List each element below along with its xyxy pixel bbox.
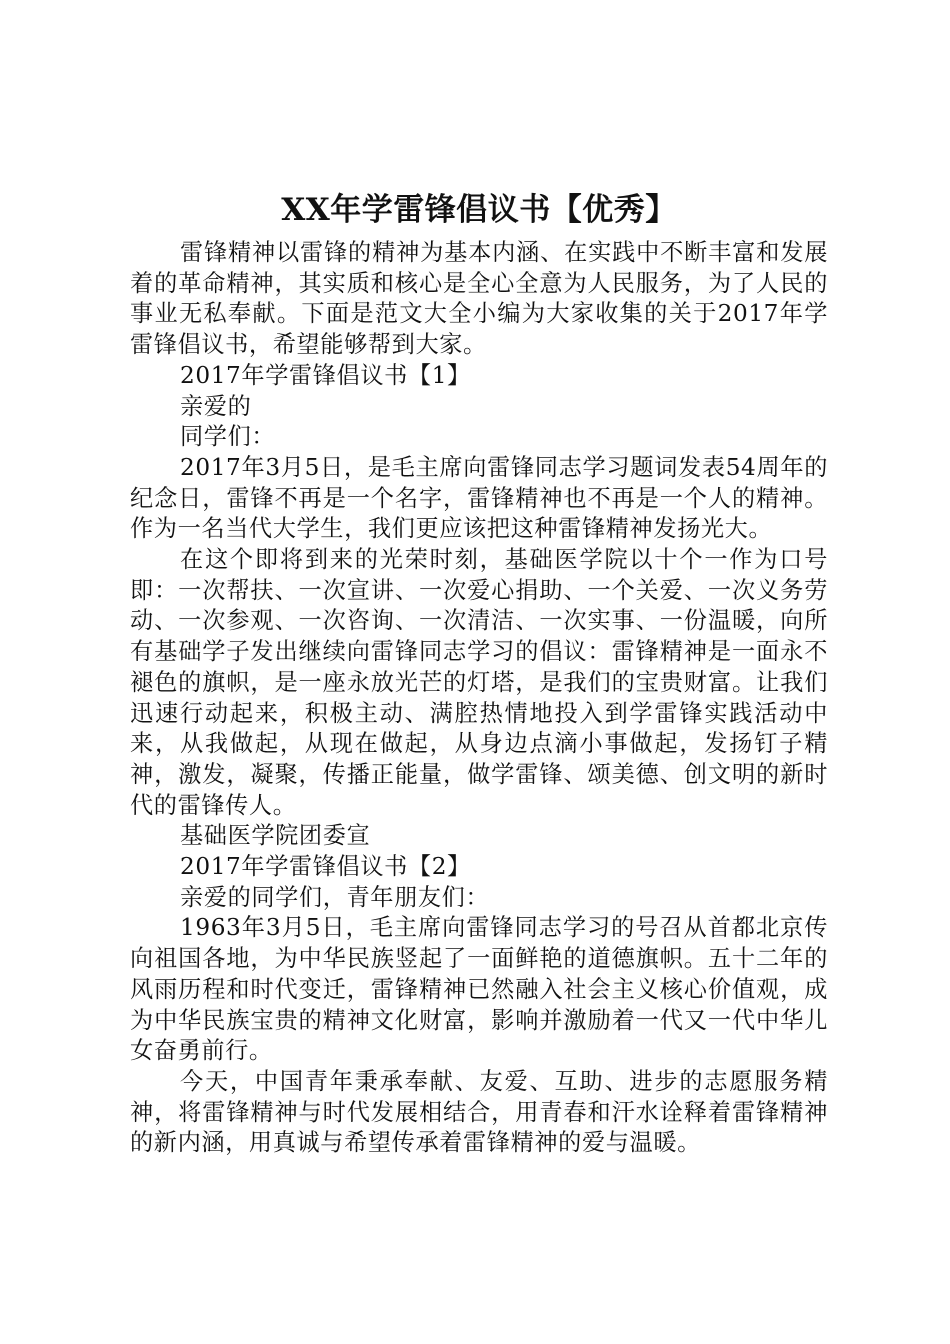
salutation-line-2: 同学们：	[180, 423, 276, 451]
intro-paragraph: 雷锋精神以雷锋的精神为基本内涵、在实践中不断丰富和发展着的革命精神，其实质和核心是全心全意为人民服务，为了人民的事业无私奉献。下面是范文大全小编为大家收集的关于2017年学雷锋倡议书，希望能够帮到大家。	[130, 239, 828, 359]
section-heading-1: 2017年学雷锋倡议书【1】	[180, 361, 471, 389]
body-paragraph-2: 在这个即将到来的光荣时刻，基础医学院以十个一作为口号即：一次帮扶、一次宣讲、一次爱心捐助、一个关爱、一次义务劳动、一次参观、一次咨询、一次清洁、一次实事、一份温暖，向所有基础学子发出继续向雷锋同志学习的倡议：雷锋精神是一面永不褪色的旗帜，是一座永放光芒的灯塔，是我们的宝贵财富。让我们迅速行动起来，积极主动、满腔热情地投入到学雷锋实践活动中来，从我做起，从现在做起，从身边点滴小事做起，发扬钉子精神，激发，凝聚，传播正能量，做学雷锋、颂美德、创文明的新时代的雷锋传人。	[130, 546, 828, 819]
document-title: XX年学雷锋倡议书【优秀】	[281, 192, 677, 228]
body-paragraph-1: 2017年3月5日，是毛主席向雷锋同志学习题词发表54周年的纪念日，雷锋不再是一个名字，雷锋精神也不再是一个人的精神。作为一名当代大学生，我们更应该把这种雷锋精神发扬光大。	[130, 453, 828, 543]
section-heading-2: 2017年学雷锋倡议书【2】	[180, 853, 471, 881]
document-page	[130, 186, 828, 1159]
body-paragraph-3: 1963年3月5日，毛主席向雷锋同志学习的号召从首都北京传向祖国各地，为中华民族竖起了一面鲜艳的道德旗帜。五十二年的风雨历程和时代变迁，雷锋精神已然融入社会主义核心价值观，成为中华民族宝贵的精神文化财富，影响并激励着一代又一代中华儿女奋勇前行。	[130, 914, 828, 1065]
signature-line: 基础医学院团委宣	[180, 822, 371, 850]
body-paragraph-4: 今天，中国青年秉承奉献、友爱、互助、进步的志愿服务精神，将雷锋精神与时代发展相结合，用青春和汗水诠释着雷锋精神的新内涵，用真诚与希望传承着雷锋精神的爱与温暖。	[130, 1067, 828, 1157]
salutation-line-3: 亲爱的同学们，青年朋友们：	[180, 883, 490, 911]
salutation-line-1: 亲爱的	[180, 392, 252, 420]
